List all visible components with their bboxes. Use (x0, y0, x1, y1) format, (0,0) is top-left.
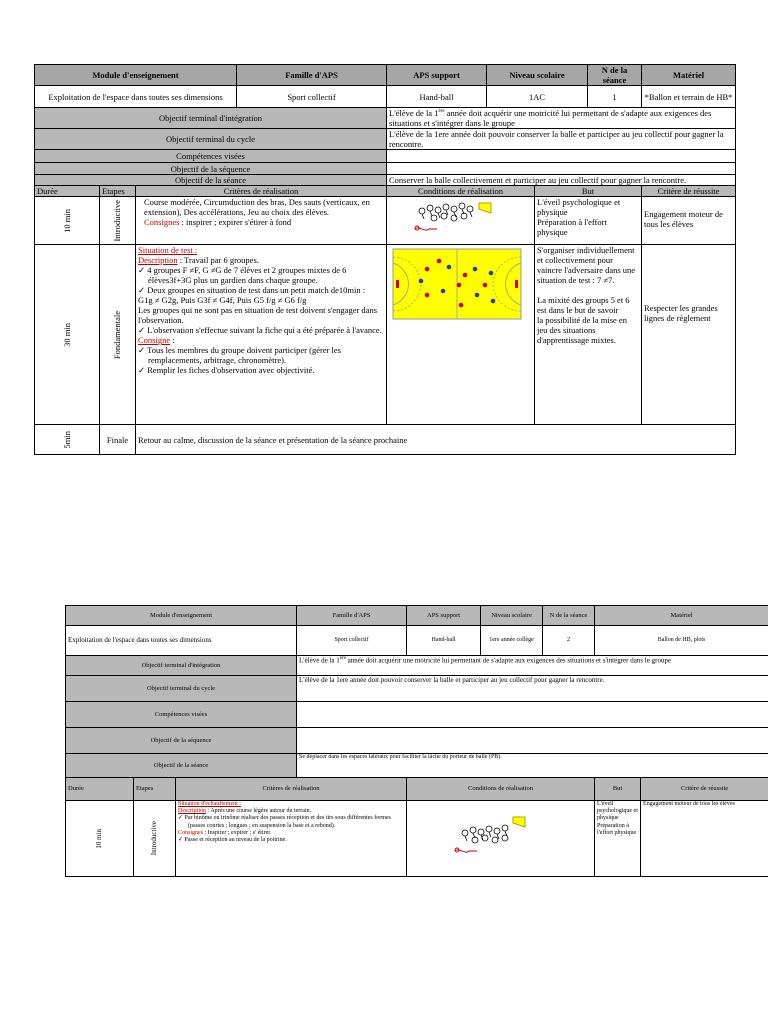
header-row (35, 65, 736, 86)
fond-etape (100, 245, 136, 425)
obj-seance-value: Se déplacer dans les espaces latéraux pour faciliter la tâche du porteur de balle (PB). (297, 754, 768, 778)
intro-etape (134, 801, 176, 877)
intro-but: L'éveil psychologique et physique Préparation à l'effort physique (535, 197, 642, 245)
consigne-text: : inspirer ; expirer s'étirer à fond (179, 217, 292, 228)
obj-integration-value: L'élève de la 1ère année doit acquérir une motricité lui permettant de s'adapte aux exigences des situations et s'intégrer dans le groupe (297, 656, 768, 676)
col-duree: Durée (35, 186, 100, 197)
obj-integration-row (66, 656, 768, 676)
intro-etape-text: Introductive (150, 821, 159, 856)
competences-label: Compétences visées (66, 702, 297, 728)
col-reussite: Critère de réussite (641, 778, 768, 801)
obj-integration-text: L'élève de la 1 (389, 108, 439, 119)
intro-conditions (387, 197, 535, 245)
checkmark-icon: ✓ (178, 836, 185, 843)
col-module: Module d'enseignement (35, 65, 237, 86)
intro-duree-text: 10 min (61, 208, 72, 233)
obj-sequence-label: Objectif de la séquence (35, 163, 387, 175)
cone-marker (479, 203, 491, 213)
materiel-value: *Ballon et terrain de HB* (642, 86, 736, 108)
fond-etape-text: Fondamentale (112, 310, 123, 359)
col-but: But (595, 778, 641, 801)
description-label: Description (178, 808, 206, 815)
intro-duree (35, 197, 100, 245)
col-conditions: Conditions de réalisation (407, 778, 595, 801)
col-niveau: Niveau scolaire (481, 606, 543, 626)
obj-integration-value (387, 108, 736, 129)
intro-but: L'éveil psychologique et physique Préparation à l'effort physique (595, 801, 641, 877)
obj-integration-row (35, 108, 736, 129)
obj-seance-value: Conserver la balle collectivement et participer au jeu collectif pour gagner la rencontre. (387, 175, 736, 186)
obj-sequence-row (35, 163, 736, 175)
fond-description (138, 255, 384, 265)
famille-value: Sport collectif (237, 86, 387, 108)
finale-text: Retour au calme, discussion de la séance et présentation de la séance prochaine (136, 425, 736, 455)
fond-consigne: Consigne : (138, 335, 175, 346)
col-famille: Famille d'APS (237, 65, 387, 86)
obj-seance-label: Objectif de la séance (35, 175, 387, 186)
checkmark-icon: ✓ (178, 815, 185, 822)
checkmark-icon: ✓ (138, 345, 148, 356)
intro-consigne: Consignes : Inspirer ; expirer ; s' étirer. (178, 829, 272, 836)
intro-row (35, 197, 736, 245)
obj-integration-sup: ère (438, 109, 445, 115)
col-module: Module d'enseignement (66, 606, 297, 626)
info-row (66, 626, 768, 656)
description-label: Description (138, 255, 178, 266)
intro-consigne (138, 217, 384, 227)
goalkeeper-right (515, 280, 518, 288)
checklist-item: ✓ 4 groupes F ≠F, G ≠G de 7 élèves et 2 groupes mixtes de 6 élèves3f+3G plus un gardien dans chaque groupe. (138, 265, 347, 286)
consigne-label: Consignes (178, 829, 204, 836)
handball-court-diagram (387, 245, 527, 329)
columns-row (35, 186, 736, 197)
cone-marker (513, 817, 525, 827)
intro-conditions (407, 801, 595, 877)
intro-reussite: Engagement moteur de tous les élèves (641, 801, 768, 877)
col-niveau: Niveau scolaire (487, 65, 588, 86)
intro-row (66, 801, 768, 877)
finale-duree-text: 5min (61, 430, 72, 449)
famille-value: Sport collectif (297, 626, 407, 656)
module-value: Exploitation de l'espace dans toutes ses dimensions (66, 626, 297, 656)
intro-criteres (176, 801, 407, 877)
col-seance: N de la séance (543, 606, 595, 626)
competences-value (387, 150, 736, 163)
goalkeeper-left (396, 280, 399, 288)
niveau-value: 1ere année collège (481, 626, 543, 656)
checklist-item: ✓ Par binôme ou trinôme réaliser des passes réception et des tirs sous différentes formes (passes courtes ; longues ; en suspension la base et a rebond). (178, 815, 391, 829)
fond-duree (35, 245, 100, 425)
intro-etape-text: Introductive (112, 199, 123, 242)
support-value: Hand-ball (407, 626, 481, 656)
consigne-label: Consignes (144, 217, 180, 228)
ball-path (455, 848, 477, 852)
fond-criteres (136, 245, 387, 425)
intro-description: Description : Après une course légère autour du terrain. (178, 808, 312, 815)
columns-row (66, 778, 768, 801)
warmup-diagram (387, 197, 527, 241)
obj-cycle-row (66, 676, 768, 702)
competences-row (66, 702, 768, 728)
col-support: APS support (387, 65, 487, 86)
obj-cycle-label: Objectif terminal du cycle (66, 676, 297, 702)
col-but: But (535, 186, 642, 197)
obj-cycle-row (35, 129, 736, 150)
competences-value (297, 702, 768, 728)
observation-line: Les groupes qui ne sont pas en situation de test doivent s'engager dans l'observation. (138, 305, 378, 326)
checkmark-icon: ✓ (138, 285, 148, 296)
competences-row (35, 150, 736, 163)
obj-sequence-value (297, 728, 768, 754)
checkmark-icon: ✓ (138, 265, 148, 276)
intro-duree (66, 801, 134, 877)
finale-row (35, 425, 736, 455)
situation-label: Situation de test : (138, 245, 198, 256)
session-1-table (34, 64, 736, 455)
col-materiel: Matériel (642, 65, 736, 86)
obj-seance-row (35, 175, 736, 186)
seance-value: 1 (588, 86, 642, 108)
players-group (462, 825, 508, 843)
header-row (66, 606, 768, 626)
warmup-diagram (451, 813, 551, 861)
fond-reussite: Respecter les grandes lignes de règlement (642, 245, 736, 425)
obj-integration-label: Objectif terminal d'intégration (66, 656, 297, 676)
competences-label: Compétences visées (35, 150, 387, 163)
consigne-label: Consigne (138, 335, 171, 346)
intro-duree-text: 10 min (95, 828, 104, 849)
obj-integration-label: Objectif terminal d'intégration (35, 108, 387, 129)
seance-value: 2 (543, 626, 595, 656)
col-criteres: Critères de réalisation (136, 186, 387, 197)
obj-cycle-value: L'élève de la 1ere année doit pouvoir conserver la balle et participer au jeu collectif pour gagner la rencontre. (387, 129, 736, 150)
col-etapes: Etapes (100, 186, 136, 197)
but-text-2: La mixité des groups 5 et 6 est dans le but de savoir la possibilité de la mise en jeu des situations d'apprentissage mixtes. (537, 295, 630, 346)
fond-conditions (387, 245, 535, 425)
col-criteres: Critères de réalisation (176, 778, 407, 801)
groups-line: G1g ≠ G2g, Puis G3f ≠ G4f, Puis G5 f/g ≠ G6 f/g (138, 295, 307, 306)
checklist-item: ✓ L'observation s'effectue suivant la fiche qui a été préparée à l'avance. (138, 325, 382, 336)
col-famille: Famille d'APS (297, 606, 407, 626)
obj-cycle-label: Objectif terminal du cycle (35, 129, 387, 150)
module-value: Exploitation de l'espace dans toutes ses dimensions (35, 86, 237, 108)
fond-but (535, 245, 642, 425)
obj-integration-text2: année doit acquérir une motricité lui permettant de s'adapte aux exigences des situations et s'intégrer dans le groupe (389, 108, 712, 129)
obj-sequence-row (66, 728, 768, 754)
situation-label: Situation d'échauffement : (178, 801, 241, 807)
col-duree: Durée (66, 778, 134, 801)
checklist-item: ✓ Deux groupes en situation de test dans un petit match de10min : (138, 285, 366, 296)
checklist-item: ✓ Remplir les fiches d'observation avec objectivité. (138, 365, 315, 376)
col-materiel: Matériel (595, 606, 768, 626)
checkmark-icon: ✓ (138, 325, 148, 336)
obj-cycle-value: L'élève de la 1ere année doit pouvoir conserver la balle et participer au jeu collectif pour gagner la rencontre. (297, 676, 768, 702)
intro-etape (100, 197, 136, 245)
obj-seance-row (66, 754, 768, 778)
col-support: APS support (407, 606, 481, 626)
obj-sequence-value (387, 163, 736, 175)
fond-duree-text: 30 min (61, 322, 72, 347)
finale-etape: Finale (100, 425, 136, 455)
session-2-table (65, 605, 768, 877)
info-row (35, 86, 736, 108)
obj-seance-label: Objectif de la séance (66, 754, 297, 778)
but-text-1: S'organiser individuellement et collectivement pour vaincre l'adversaire dans une situation de test : 7 ≠7. (537, 245, 636, 286)
checklist-item: ✓ Passe et réception au niveau de la poitrine. (178, 836, 287, 843)
description-text: : Travail par 6 groupes. (177, 255, 259, 266)
ball-path (415, 226, 437, 230)
intro-text: Course modérée, Circumduction des bras, Des sauts (verticaux, en extension), Des accélérations, Jeu au choix des élèves. (144, 197, 370, 218)
materiel-value: Ballon de HB, plots (595, 626, 768, 656)
obj-sequence-label: Objectif de la séquence (66, 728, 297, 754)
fond-row (35, 245, 736, 425)
checkmark-icon: ✓ (138, 365, 148, 376)
niveau-value: 1AC (487, 86, 588, 108)
intro-criteres (136, 197, 387, 245)
support-value: Hand-ball (387, 86, 487, 108)
col-seance: N de la séance (588, 65, 642, 86)
col-reussite: Critère de réussite (642, 186, 736, 197)
finale-duree (35, 425, 100, 455)
col-conditions: Conditions de réalisation (387, 186, 535, 197)
col-etapes: Etapes (134, 778, 176, 801)
checklist-item: ✓ Tous les membres du groupe doivent participer (gérer les remplacements, arbitrage, chronomètre). (138, 345, 341, 366)
intro-reussite: Engagement moteur de tous les élèves (642, 197, 736, 245)
players-group (419, 203, 473, 221)
